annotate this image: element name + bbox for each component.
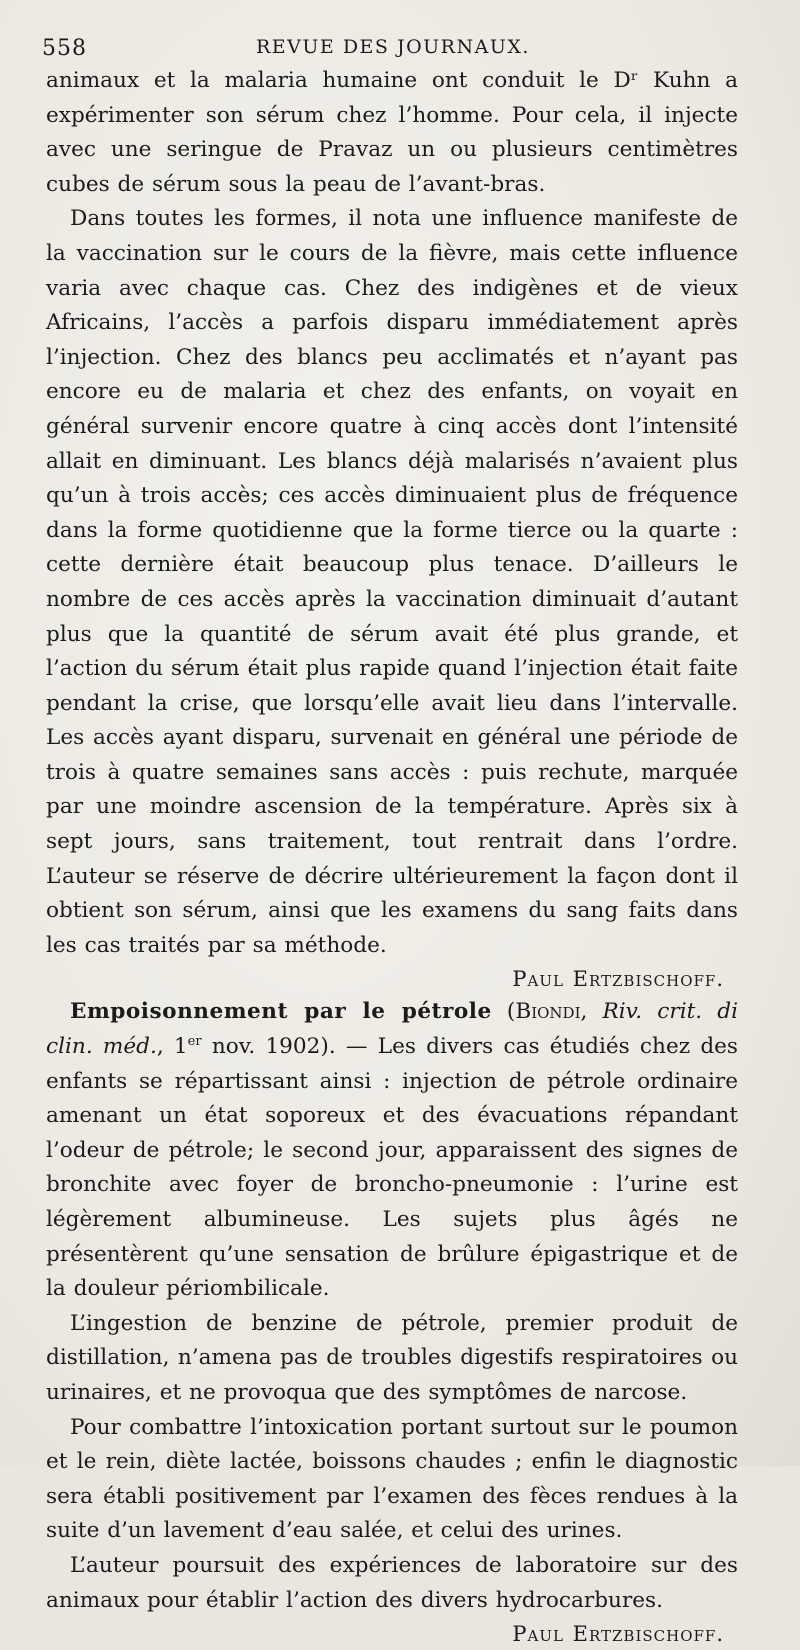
article2-title: Empoisonnement par le pétrole	[70, 999, 492, 1025]
citation-date-prefix: , 1	[156, 1034, 188, 1060]
citation-date-superscript: er	[187, 1033, 202, 1049]
article-body	[46, 64, 738, 1650]
article2-paragraph-3: Pour combattre l’intoxication portant surtout sur le poumon et le rein, diète lactée, boissons chaudes ; enfin le diagnostic sera établi positivement par l’examen des fèces rendues à la suite d’un lavement d’eau salée, et celui des urines.	[46, 1414, 738, 1544]
article2-paragraph-4: L’auteur poursuit des expériences de laboratoire sur des animaux pour établir l’action des divers hydrocarbures.	[46, 1552, 738, 1613]
article2-journal: Riv. crit. di clin. méd.	[46, 999, 739, 1060]
citation-separator: ,	[580, 999, 603, 1025]
page-header	[42, 30, 738, 64]
page-number: 558	[42, 36, 87, 61]
article1-paragraph-2: Dans toutes les formes, il nota une influence manifeste de la vaccination sur le cours de la fièvre, mais cette influence varia avec chaque cas. Chez des indigènes et de vieux Africains, l’accès a parfois disparu immédiatement après l’injection. Chez des blancs peu acclimatés et n’ayant pas encore eu de malaria et chez des enfants, on voyait en général survenir encore quatre à cinq accès dont l’intensité allait en diminuant. Les blancs déjà malarisés n’avaient plus qu’un à trois accès; ces accès diminuaient plus de fréquence dans la forme quotidienne que la forme tierce ou la quarte : cette dernière était beaucoup plus tenace. D’ailleurs le nombre de ces accès après la vaccination diminuait d’autant plus que la quantité de sérum avait été plus grande, et l’action du sérum était plus rapide quand l’injection était faite pendant la crise, que lorsqu’elle avait lieu dans l’intervalle. Les accès ayant disparu, survenait en général une période de trois à quatre semaines sans accès : puis rechute, marquée par une moindre ascension de la température. Après six à sept jours, sans traitement, tout rentrait dans l’ordre. L’auteur se réserve de décrire ultérieurement la façon dont il obtient son sérum, ainsi que les examens du sang faits dans les cas traités par sa méthode.	[46, 206, 738, 958]
citation-date-rest: nov. 1902). —	[201, 1034, 378, 1060]
article1-signature: Paul Ertzbischoff.	[512, 967, 724, 992]
article2-paragraph-2: L’ingestion de benzine de pétrole, premier produit de distillation, n’amena pas de troubles digestifs respiratoires ou urinaires, et ne provoqua que des symptômes de narcose.	[46, 1310, 738, 1405]
running-title: REVUE DES JOURNAUX.	[256, 36, 530, 58]
article2-lead-text: Les divers cas étudiés chez des enfants se répartissant ainsi : injection de pétrole ordinaire amenant un état soporeux et des évacuations répandant l’odeur de pétrole; le second jour, apparaissent des signes de bronchite avec foyer de broncho-pneumonie : l’urine est légèrement albumineuse. Les sujets plus âgés ne présentèrent qu’une sensation de brûlure épigastrique et de la douleur périombilicale.	[46, 1034, 738, 1302]
article2-cited-author: Biondi	[515, 999, 581, 1025]
article2-lead-paragraph	[46, 995, 738, 1306]
article2-signature: Paul Ertzbischoff.	[512, 1622, 724, 1647]
article1-paragraph-1: animaux et la malaria humaine ont conduit le Dʳ Kuhn a expérimenter son sérum chez l’homme. Pour cela, il injecte avec une seringue de Pravaz un ou plusieurs centimètres cubes de sérum sous la peau de l’avant-bras.	[46, 68, 738, 197]
citation-open: (	[491, 999, 516, 1025]
